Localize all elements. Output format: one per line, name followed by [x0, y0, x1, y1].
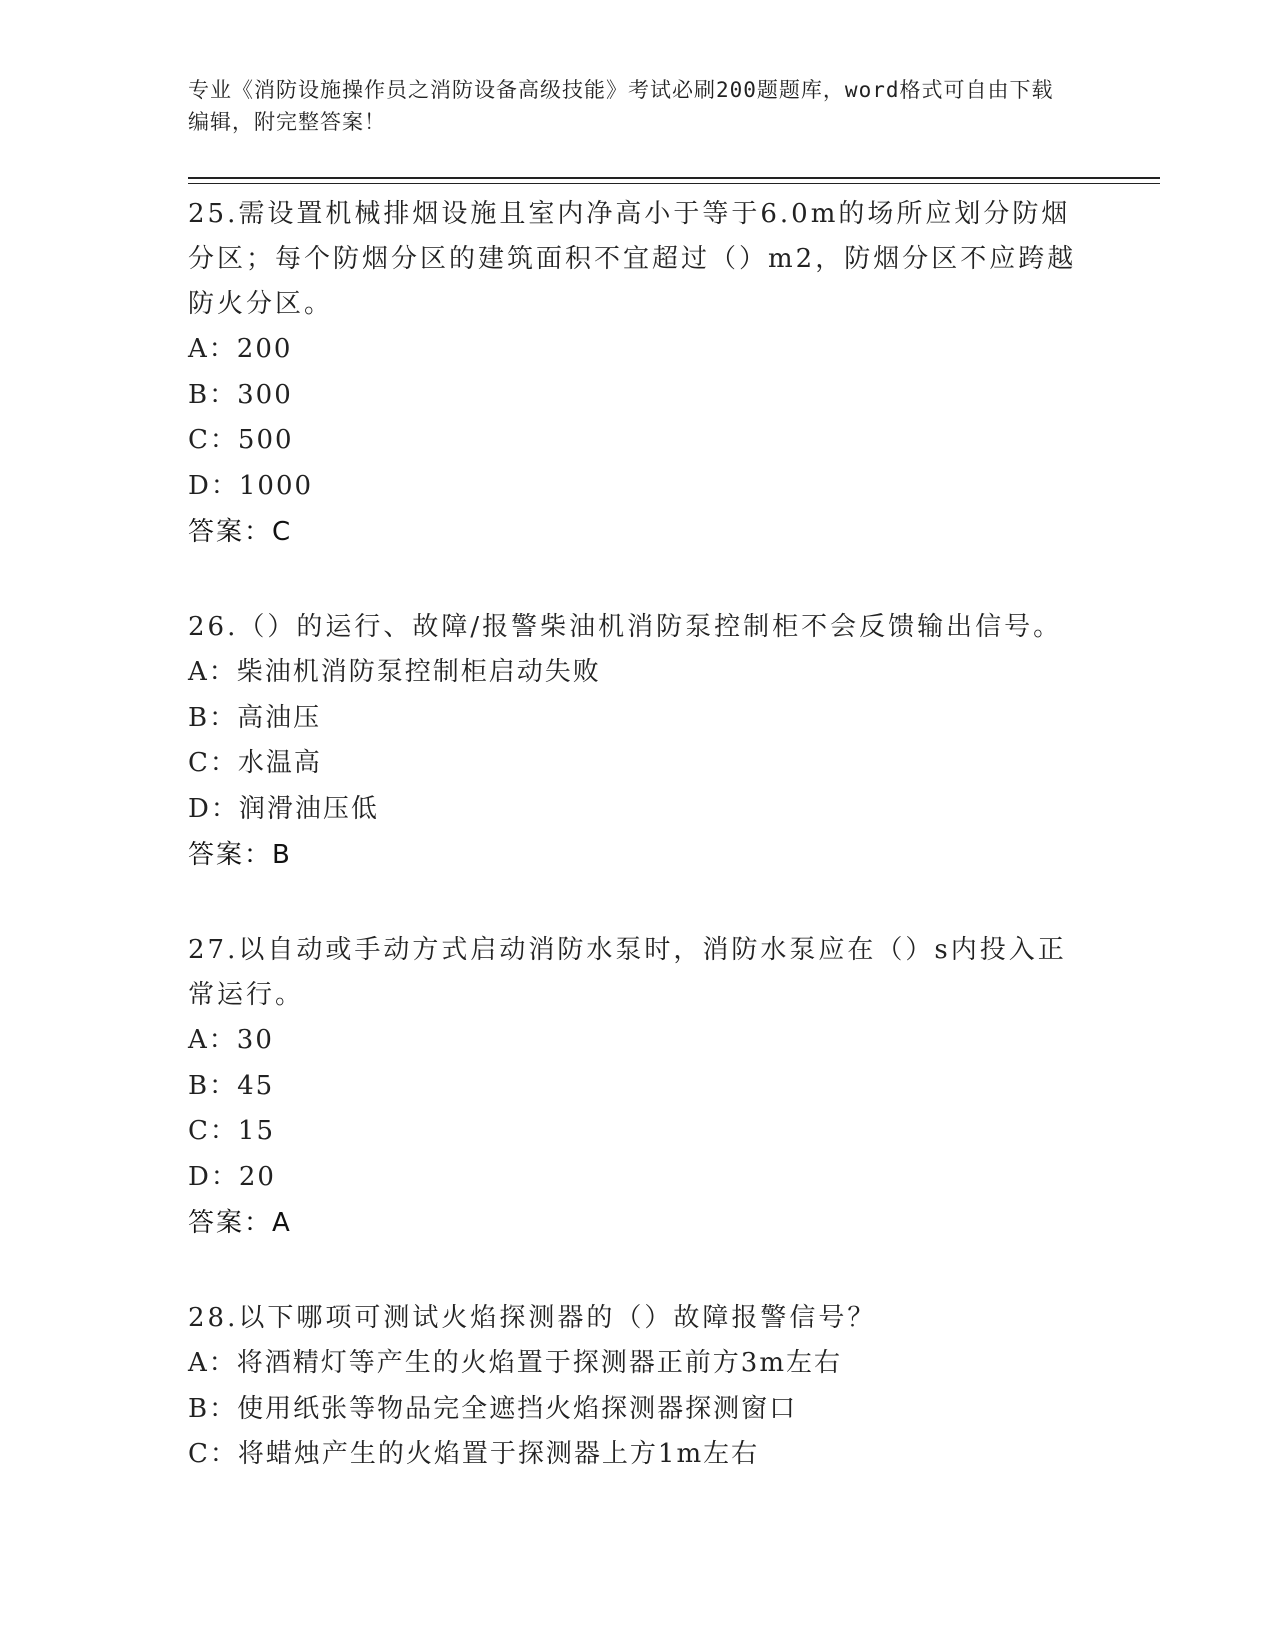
option-c: [188, 1432, 1088, 1478]
option-text: 使用纸张等物品完全遮挡火焰探测器探测窗口: [237, 1393, 798, 1424]
option-b: [188, 1064, 1088, 1110]
option-key: C：: [188, 748, 238, 778]
option-key: C：: [188, 425, 238, 455]
question-stem: 26.（）的运行、故障/报警柴油机消防泵控制柜不会反馈输出信号。: [188, 612, 1063, 642]
option-text: 将酒精灯等产生的火焰置于探测器正前方3m左右: [236, 1348, 842, 1378]
option-key: D：: [188, 1161, 239, 1192]
option-key: C：: [188, 1439, 238, 1469]
option-key: A：: [188, 1348, 237, 1378]
question-27: [188, 928, 1088, 1246]
option-key: A：: [188, 334, 237, 364]
option-d: [188, 464, 1088, 510]
header-rule-thin: [188, 183, 1160, 184]
option-b: [188, 1387, 1088, 1433]
option-b: [188, 373, 1088, 419]
option-text: 45: [237, 1070, 275, 1101]
option-c: [188, 1109, 1088, 1155]
option-text: 300: [237, 379, 293, 410]
option-key: B：: [188, 1393, 238, 1424]
option-a: [188, 1018, 1088, 1064]
option-a: [188, 327, 1088, 373]
option-key: B：: [188, 1070, 238, 1101]
option-text: 高油压: [237, 702, 322, 733]
option-d: [188, 787, 1088, 833]
answer-line: 答案：C: [188, 517, 293, 547]
option-text: 1000: [238, 470, 314, 501]
question-26: [188, 605, 1088, 878]
option-key: D：: [188, 793, 239, 824]
option-text: 水温高: [237, 748, 322, 778]
option-text: 30: [236, 1025, 274, 1055]
option-text: 15: [237, 1116, 275, 1146]
document-header: [188, 74, 1068, 138]
option-a: [188, 650, 1088, 696]
question-stem: 25.需设置机械排烟设施且室内净高小于等于6.0m的场所应划分防烟分区；每个防烟分区的建筑面积不宜超过（）m2，防烟分区不应跨越防火分区。: [188, 199, 1077, 319]
option-key: A：: [188, 1025, 237, 1055]
question-list: [188, 192, 1088, 1528]
option-key: C：: [188, 1116, 238, 1146]
option-a: [188, 1341, 1088, 1387]
option-b: [188, 696, 1088, 742]
option-text: 20: [238, 1161, 276, 1192]
question-28: [188, 1296, 1088, 1478]
question-stem: 27.以自动或手动方式启动消防水泵时，消防水泵应在（）s内投入正常运行。: [188, 935, 1067, 1010]
answer-line: 答案：B: [188, 840, 292, 870]
option-text: 柴油机消防泵控制柜启动失败: [236, 657, 601, 687]
answer-line: 答案：A: [188, 1208, 292, 1238]
header-rule-thick: [188, 177, 1160, 179]
option-c: [188, 418, 1088, 464]
option-text: 500: [237, 425, 294, 455]
option-text: 200: [236, 334, 293, 364]
option-key: B：: [188, 379, 238, 410]
option-key: B：: [188, 702, 238, 733]
option-key: D：: [188, 470, 239, 501]
question-25: [188, 192, 1088, 555]
option-text: 将蜡烛产生的火焰置于探测器上方1m左右: [237, 1439, 760, 1469]
option-text: 润滑油压低: [238, 793, 379, 824]
question-stem: 28.以下哪项可测试火焰探测器的（）故障报警信号？: [188, 1303, 877, 1333]
option-d: [188, 1155, 1088, 1201]
option-c: [188, 741, 1088, 787]
option-key: A：: [188, 657, 237, 687]
header-text: 专业《消防设施操作员之消防设备高级技能》考试必刷200题题库，word格式可自由下载编辑，附完整答案！: [188, 78, 1054, 134]
